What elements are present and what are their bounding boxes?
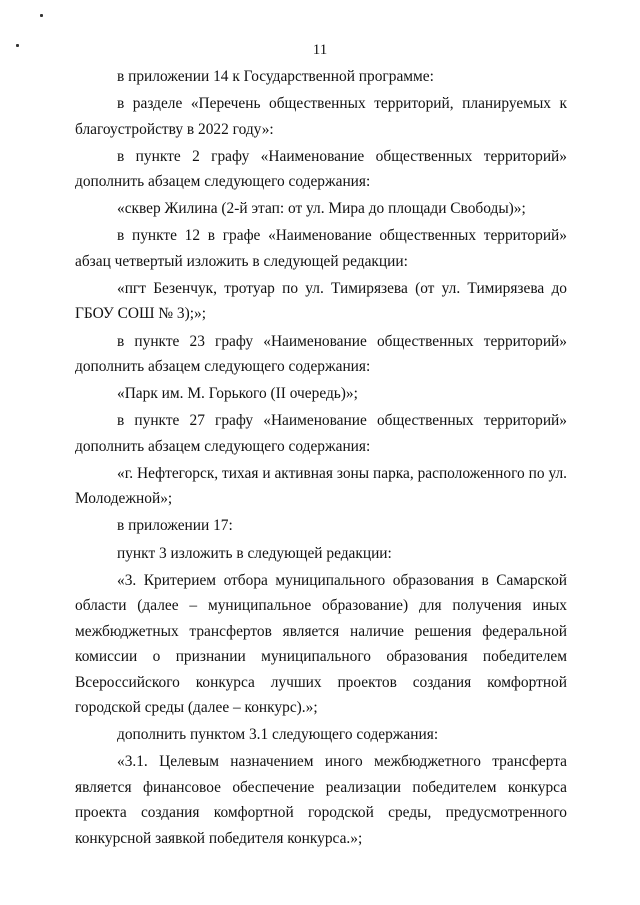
paragraph-item-2-text: «сквер Жилина (2-й этап: от ул. Мира до площади Свободы)»;	[117, 200, 526, 218]
paragraph-item-23-text: «Парк им. М. Горького (II очередь)»;	[117, 385, 358, 403]
document-body	[75, 64, 567, 853]
paragraph-point-3-text: «3. Критерием отбора муниципального образования в Самарской области (далее – муниципальное образование) для получения иных межбюджетных трансфертов является наличие решения федеральной комиссии о признании муниципального образования победителем Всероссийского конкурса лучших проектов создания комфортной городской среды (далее – конкурс).»;	[75, 571, 567, 717]
paragraph-appendix-14: в приложении 14 к Государственной программе:	[117, 68, 434, 85]
paragraph-item-27-text: «г. Нефтегорск, тихая и активная зоны парка, расположенного по ул. Молодежной»;	[75, 464, 567, 508]
paragraph-item-23: в пункте 23 графу «Наименование общественных территорий» дополнить абзацем следующего содержания:	[75, 332, 567, 376]
paragraph-item-27: в пункте 27 графу «Наименование общественных территорий» дополнить абзацем следующего содержания:	[75, 412, 567, 455]
paragraph-point-3-1-text: «3.1. Целевым назначением иного межбюджетного трансферта является финансовое обеспечение реализации победителем конкурса проекта создания комфортной городской среды, предусмотренного конкурсной заявкой победителя конкурса.»;	[75, 753, 567, 847]
paragraph-item-12: в пункте 12 в графе «Наименование общественных территорий» абзац четвертый изложить в следующей редакции:	[75, 227, 567, 270]
paragraph-appendix-17: в приложении 17:	[117, 517, 233, 535]
paragraph-point-3-1-intro: дополнить пунктом 3.1 следующего содержания:	[117, 726, 439, 744]
scan-speck	[40, 14, 43, 17]
paragraph-point-3-intro: пункт 3 изложить в следующей редакции:	[117, 544, 392, 562]
paragraph-section-list: в разделе «Перечень общественных территорий, планируемых к благоустройству в 2022 году»:	[75, 95, 567, 138]
paragraph-item-12-text: «пгт Безенчук, тротуар по ул. Тимирязева (от ул. Тимирязева до ГБОУ СОШ № 3);»;	[75, 279, 567, 323]
page-number: 11	[312, 42, 328, 58]
paragraph-item-2: в пункте 2 графу «Наименование общественных территорий» дополнить абзацем следующего содержания:	[75, 147, 567, 191]
